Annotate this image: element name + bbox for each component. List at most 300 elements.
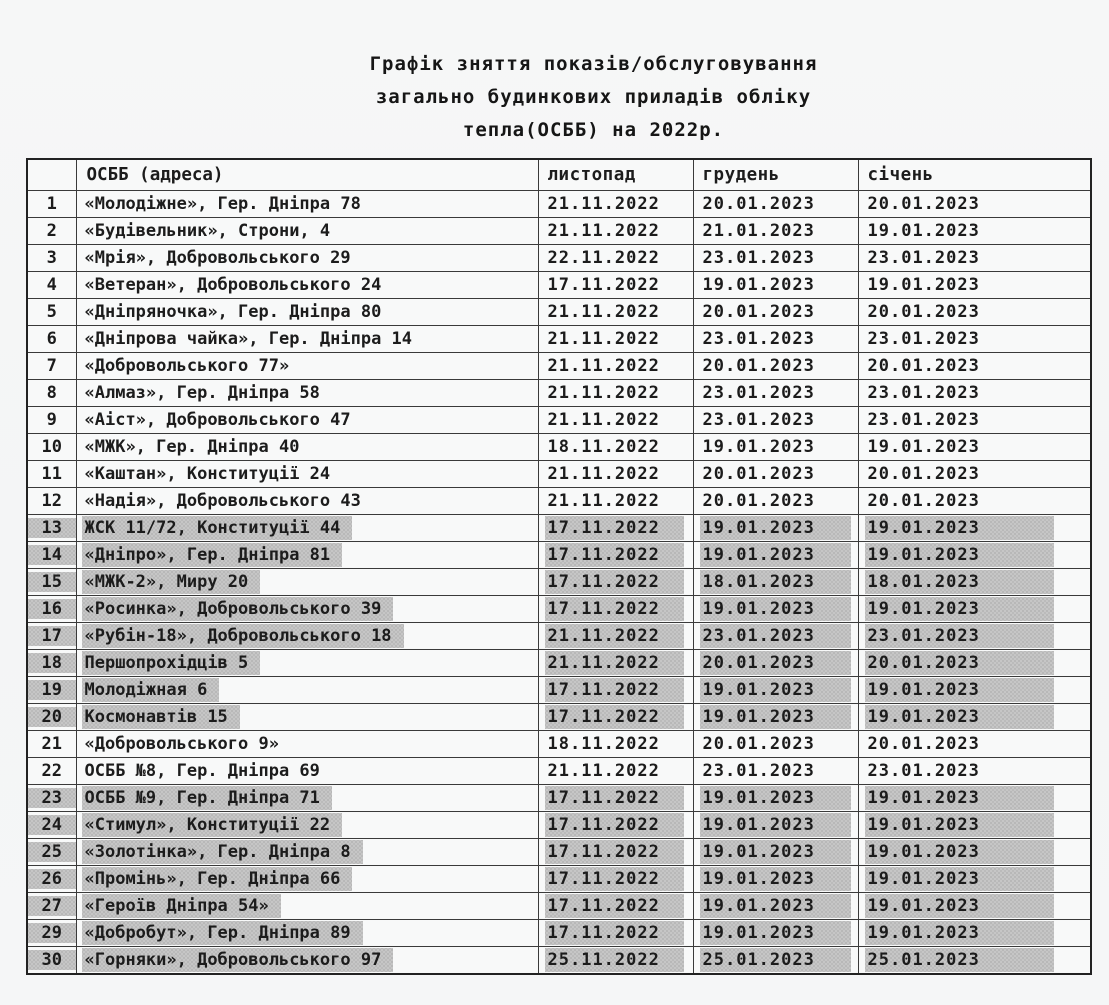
november-date-cell xyxy=(538,947,693,975)
december-date-cell xyxy=(693,461,858,488)
december-date: 19.01.2023 xyxy=(700,921,851,945)
row-number-cell xyxy=(27,677,76,704)
table-row xyxy=(27,893,1091,920)
november-date: 21.11.2022 xyxy=(547,221,660,241)
december-date: 23.01.2023 xyxy=(702,248,815,268)
november-date: 21.11.2022 xyxy=(547,302,660,322)
osbb-address: «Дніпро», Гер. Дніпра 81 xyxy=(82,543,343,567)
december-date: 20.01.2023 xyxy=(702,464,815,484)
row-number: 29 xyxy=(28,923,76,943)
december-date-cell xyxy=(693,731,858,758)
row-number: 30 xyxy=(28,950,76,970)
row-number: 24 xyxy=(28,815,76,835)
header-cell-january: січень xyxy=(858,159,1091,191)
november-date: 17.11.2022 xyxy=(545,570,684,594)
january-date-cell xyxy=(858,650,1091,677)
november-date-cell xyxy=(538,272,693,299)
november-date-cell xyxy=(538,488,693,515)
january-date: 19.01.2023 xyxy=(865,921,1054,945)
december-date: 20.01.2023 xyxy=(702,194,815,214)
row-number-cell xyxy=(27,839,76,866)
row-number-cell xyxy=(27,515,76,542)
row-number: 26 xyxy=(28,869,76,889)
december-date-cell xyxy=(693,272,858,299)
december-date-cell xyxy=(693,299,858,326)
osbb-address: ОСББ №9, Гер. Дніпра 71 xyxy=(82,786,332,810)
osbb-address: «Дніпрова чайка», Гер. Дніпра 14 xyxy=(84,329,413,349)
osbb-address: «Росинка», Добровольського 39 xyxy=(82,597,394,621)
november-date: 21.11.2022 xyxy=(547,356,660,376)
osbb-address: «Ветеран», Добровольського 24 xyxy=(84,275,382,295)
november-date-cell xyxy=(538,893,693,920)
osbb-address: «Аіст», Добровольського 47 xyxy=(84,410,351,430)
january-date-cell xyxy=(858,623,1091,650)
table-row xyxy=(27,191,1091,218)
december-date-cell xyxy=(693,245,858,272)
december-date-cell xyxy=(693,569,858,596)
table-row xyxy=(27,596,1091,623)
row-number-cell xyxy=(27,569,76,596)
row-number-cell xyxy=(27,434,76,461)
osbb-address-cell xyxy=(76,191,538,218)
december-date: 20.01.2023 xyxy=(702,491,815,511)
january-date-cell xyxy=(858,272,1091,299)
december-date: 18.01.2023 xyxy=(700,570,851,594)
november-date-cell xyxy=(538,758,693,785)
table-row xyxy=(27,407,1091,434)
table-row xyxy=(27,785,1091,812)
december-date-cell xyxy=(693,839,858,866)
osbb-address-cell xyxy=(76,704,538,731)
osbb-address: «Будівельник», Строни, 4 xyxy=(84,221,331,241)
november-date: 17.11.2022 xyxy=(545,516,684,540)
december-date: 19.01.2023 xyxy=(700,705,851,729)
table-row xyxy=(27,542,1091,569)
osbb-address-cell xyxy=(76,380,538,407)
osbb-address-cell xyxy=(76,407,538,434)
header-row xyxy=(27,159,1091,191)
document-title-line-3: тепла(ОСББ) на 2022р. xyxy=(462,119,725,141)
january-date-cell xyxy=(858,596,1091,623)
january-date-cell xyxy=(858,326,1091,353)
november-date: 21.11.2022 xyxy=(545,651,684,675)
december-date: 19.01.2023 xyxy=(700,678,851,702)
december-date: 19.01.2023 xyxy=(700,894,851,918)
november-date-cell xyxy=(538,677,693,704)
december-date-cell xyxy=(693,380,858,407)
row-number: 3 xyxy=(46,248,57,268)
osbb-address-cell xyxy=(76,272,538,299)
november-date-cell xyxy=(538,866,693,893)
december-date-cell xyxy=(693,947,858,975)
table-row xyxy=(27,677,1091,704)
osbb-address-cell xyxy=(76,866,538,893)
november-date-cell xyxy=(538,326,693,353)
january-date: 23.01.2023 xyxy=(867,248,980,268)
osbb-address: «Стимул», Конституції 22 xyxy=(82,813,343,837)
table-row xyxy=(27,569,1091,596)
january-date: 23.01.2023 xyxy=(867,383,980,403)
november-date: 21.11.2022 xyxy=(547,410,660,430)
january-date-cell xyxy=(858,893,1091,920)
december-date-cell xyxy=(693,920,858,947)
row-number-cell xyxy=(27,461,76,488)
header-cell-number xyxy=(27,159,76,191)
december-date-cell xyxy=(693,677,858,704)
osbb-address-cell xyxy=(76,299,538,326)
row-number-cell xyxy=(27,650,76,677)
january-date-cell xyxy=(858,839,1091,866)
document-title xyxy=(0,48,1109,147)
table-row xyxy=(27,272,1091,299)
january-date: 19.01.2023 xyxy=(867,437,980,457)
december-date: 19.01.2023 xyxy=(700,786,851,810)
january-date: 19.01.2023 xyxy=(865,516,1054,540)
january-date-cell xyxy=(858,218,1091,245)
row-number: 27 xyxy=(28,896,76,916)
osbb-address: ОСББ №8, Гер. Дніпра 69 xyxy=(84,761,320,781)
osbb-address: «МЖК-2», Миру 20 xyxy=(82,570,261,594)
november-date-cell xyxy=(538,650,693,677)
december-date: 19.01.2023 xyxy=(700,597,851,621)
november-date-cell xyxy=(538,218,693,245)
december-date: 19.01.2023 xyxy=(700,867,851,891)
row-number: 23 xyxy=(28,788,76,808)
osbb-address-cell xyxy=(76,488,538,515)
table-row xyxy=(27,218,1091,245)
table-row xyxy=(27,380,1091,407)
osbb-address-cell xyxy=(76,542,538,569)
schedule-table-header xyxy=(27,159,1091,191)
january-date: 19.01.2023 xyxy=(867,275,980,295)
row-number: 8 xyxy=(46,383,57,403)
january-date-cell xyxy=(858,542,1091,569)
january-date-cell xyxy=(858,515,1091,542)
december-date: 19.01.2023 xyxy=(702,437,815,457)
table-row xyxy=(27,920,1091,947)
january-date: 25.01.2023 xyxy=(865,948,1054,972)
january-date-cell xyxy=(858,434,1091,461)
row-number-cell xyxy=(27,380,76,407)
january-date-cell xyxy=(858,380,1091,407)
january-date: 23.01.2023 xyxy=(867,410,980,430)
january-date: 19.01.2023 xyxy=(865,867,1054,891)
row-number: 21 xyxy=(41,734,62,754)
january-date-cell xyxy=(858,245,1091,272)
osbb-address: «МЖК», Гер. Дніпра 40 xyxy=(84,437,300,457)
osbb-address-cell xyxy=(76,650,538,677)
december-date: 19.01.2023 xyxy=(700,813,851,837)
osbb-address: «Золотінка», Гер. Дніпра 8 xyxy=(82,840,363,864)
december-date: 23.01.2023 xyxy=(702,410,815,430)
november-date: 21.11.2022 xyxy=(545,624,684,648)
row-number-cell xyxy=(27,407,76,434)
january-date-cell xyxy=(858,866,1091,893)
november-date: 21.11.2022 xyxy=(547,491,660,511)
january-date: 19.01.2023 xyxy=(865,894,1054,918)
table-row xyxy=(27,299,1091,326)
header-cell-november: листопад xyxy=(538,159,693,191)
november-date-cell xyxy=(538,785,693,812)
december-date: 20.01.2023 xyxy=(700,651,851,675)
january-date-cell xyxy=(858,407,1091,434)
table-row xyxy=(27,353,1091,380)
january-date: 19.01.2023 xyxy=(865,597,1054,621)
table-row xyxy=(27,650,1091,677)
december-date: 20.01.2023 xyxy=(702,734,815,754)
january-date-cell xyxy=(858,785,1091,812)
row-number-cell xyxy=(27,488,76,515)
row-number-cell xyxy=(27,920,76,947)
january-date: 19.01.2023 xyxy=(865,813,1054,837)
osbb-address: «Добровольського 77» xyxy=(84,356,290,376)
january-date: 20.01.2023 xyxy=(867,302,980,322)
row-number: 6 xyxy=(46,329,57,349)
january-date: 19.01.2023 xyxy=(865,678,1054,702)
november-date: 22.11.2022 xyxy=(547,248,660,268)
january-date: 20.01.2023 xyxy=(867,194,980,214)
november-date: 21.11.2022 xyxy=(547,329,660,349)
november-date-cell xyxy=(538,353,693,380)
table-row xyxy=(27,731,1091,758)
osbb-address-cell xyxy=(76,677,538,704)
table-row xyxy=(27,326,1091,353)
row-number: 1 xyxy=(46,194,57,214)
december-date-cell xyxy=(693,596,858,623)
january-date-cell xyxy=(858,191,1091,218)
osbb-address: «Добровольського 9» xyxy=(84,734,279,754)
table-row xyxy=(27,812,1091,839)
osbb-address: «Дніпряночка», Гер. Дніпра 80 xyxy=(84,302,382,322)
osbb-address-cell xyxy=(76,623,538,650)
row-number: 7 xyxy=(46,356,57,376)
osbb-address: «Добробут», Гер. Дніпра 89 xyxy=(82,921,363,945)
january-date: 20.01.2023 xyxy=(867,464,980,484)
row-number-cell xyxy=(27,218,76,245)
osbb-address: «Каштан», Конституції 24 xyxy=(84,464,331,484)
osbb-address-cell xyxy=(76,731,538,758)
row-number: 13 xyxy=(28,518,76,538)
row-number: 4 xyxy=(46,275,57,295)
november-date-cell xyxy=(538,569,693,596)
osbb-address: «Горняки», Добровольського 97 xyxy=(82,948,394,972)
january-date: 20.01.2023 xyxy=(867,491,980,511)
december-date-cell xyxy=(693,515,858,542)
january-date-cell xyxy=(858,488,1091,515)
osbb-address-cell xyxy=(76,461,538,488)
december-date-cell xyxy=(693,704,858,731)
table-row xyxy=(27,839,1091,866)
november-date-cell xyxy=(538,245,693,272)
row-number-cell xyxy=(27,272,76,299)
osbb-address-cell xyxy=(76,596,538,623)
row-number-cell xyxy=(27,299,76,326)
november-date-cell xyxy=(538,920,693,947)
december-date-cell xyxy=(693,218,858,245)
december-date-cell xyxy=(693,488,858,515)
row-number: 12 xyxy=(41,491,62,511)
november-date-cell xyxy=(538,299,693,326)
january-date-cell xyxy=(858,731,1091,758)
table-row xyxy=(27,947,1091,975)
december-date-cell xyxy=(693,893,858,920)
december-date: 21.01.2023 xyxy=(702,221,815,241)
osbb-address-cell xyxy=(76,758,538,785)
november-date: 18.11.2022 xyxy=(547,734,660,754)
january-date-cell xyxy=(858,704,1091,731)
row-number-cell xyxy=(27,353,76,380)
january-date: 23.01.2023 xyxy=(865,624,1054,648)
january-date: 20.01.2023 xyxy=(867,356,980,376)
december-date: 23.01.2023 xyxy=(702,761,815,781)
november-date: 17.11.2022 xyxy=(545,543,684,567)
schedule-table xyxy=(26,158,1092,975)
header-cell-december: грудень xyxy=(693,159,858,191)
december-date-cell xyxy=(693,866,858,893)
november-date-cell xyxy=(538,434,693,461)
row-number-cell xyxy=(27,812,76,839)
row-number: 11 xyxy=(41,464,62,484)
row-number-cell xyxy=(27,245,76,272)
january-date: 20.01.2023 xyxy=(865,651,1054,675)
table-row xyxy=(27,515,1091,542)
november-date: 17.11.2022 xyxy=(545,705,684,729)
november-date: 21.11.2022 xyxy=(547,194,660,214)
row-number: 9 xyxy=(46,410,57,430)
january-date: 19.01.2023 xyxy=(865,840,1054,864)
november-date: 18.11.2022 xyxy=(547,437,660,457)
osbb-address: «Героїв Дніпра 54» xyxy=(82,894,281,918)
table-row xyxy=(27,488,1091,515)
row-number: 22 xyxy=(41,761,62,781)
november-date-cell xyxy=(538,461,693,488)
november-date-cell xyxy=(538,812,693,839)
november-date: 17.11.2022 xyxy=(545,597,684,621)
december-date: 19.01.2023 xyxy=(700,543,851,567)
osbb-address: «Мрія», Добровольського 29 xyxy=(84,248,351,268)
december-date-cell xyxy=(693,650,858,677)
row-number-cell xyxy=(27,542,76,569)
osbb-address-cell xyxy=(76,839,538,866)
row-number: 5 xyxy=(46,302,57,322)
row-number-cell xyxy=(27,596,76,623)
january-date-cell xyxy=(858,299,1091,326)
table-row xyxy=(27,245,1091,272)
december-date: 20.01.2023 xyxy=(702,356,815,376)
row-number: 16 xyxy=(28,599,76,619)
november-date: 21.11.2022 xyxy=(547,464,660,484)
osbb-address: Молодіжная 6 xyxy=(82,678,220,702)
november-date-cell xyxy=(538,191,693,218)
november-date: 17.11.2022 xyxy=(545,921,684,945)
row-number: 19 xyxy=(28,680,76,700)
row-number-cell xyxy=(27,758,76,785)
january-date: 18.01.2023 xyxy=(865,570,1054,594)
row-number-cell xyxy=(27,785,76,812)
november-date: 17.11.2022 xyxy=(545,678,684,702)
december-date-cell xyxy=(693,191,858,218)
row-number: 17 xyxy=(28,626,76,646)
osbb-address-cell xyxy=(76,434,538,461)
row-number: 18 xyxy=(28,653,76,673)
december-date-cell xyxy=(693,542,858,569)
december-date: 19.01.2023 xyxy=(702,275,815,295)
november-date-cell xyxy=(538,839,693,866)
november-date-cell xyxy=(538,731,693,758)
november-date-cell xyxy=(538,515,693,542)
osbb-address: ЖСК 11/72, Конституції 44 xyxy=(82,516,353,540)
row-number: 2 xyxy=(46,221,57,241)
row-number: 14 xyxy=(28,545,76,565)
december-date: 19.01.2023 xyxy=(700,516,851,540)
osbb-address-cell xyxy=(76,326,538,353)
osbb-address-cell xyxy=(76,218,538,245)
january-date: 19.01.2023 xyxy=(865,705,1054,729)
november-date: 17.11.2022 xyxy=(545,894,684,918)
row-number: 20 xyxy=(28,707,76,727)
osbb-address: «Алмаз», Гер. Дніпра 58 xyxy=(84,383,320,403)
table-row xyxy=(27,866,1091,893)
november-date: 17.11.2022 xyxy=(545,813,684,837)
january-date: 23.01.2023 xyxy=(867,761,980,781)
december-date: 25.01.2023 xyxy=(700,948,851,972)
december-date: 20.01.2023 xyxy=(702,302,815,322)
december-date: 23.01.2023 xyxy=(700,624,851,648)
osbb-address: Космонавтів 15 xyxy=(82,705,240,729)
osbb-address: «Промінь», Гер. Дніпра 66 xyxy=(82,867,353,891)
row-number-cell xyxy=(27,326,76,353)
osbb-address-cell xyxy=(76,947,538,975)
osbb-address-cell xyxy=(76,245,538,272)
january-date-cell xyxy=(858,461,1091,488)
osbb-address: «Надія», Добровольського 43 xyxy=(84,491,361,511)
december-date: 19.01.2023 xyxy=(700,840,851,864)
osbb-address: Першопрохідців 5 xyxy=(82,651,261,675)
table-row xyxy=(27,704,1091,731)
osbb-address-cell xyxy=(76,353,538,380)
row-number-cell xyxy=(27,893,76,920)
january-date: 19.01.2023 xyxy=(865,543,1054,567)
osbb-address-cell xyxy=(76,920,538,947)
document-title-line-1: Графік зняття показів/обслуговування xyxy=(369,53,818,75)
november-date: 21.11.2022 xyxy=(547,383,660,403)
december-date-cell xyxy=(693,326,858,353)
header-cell-address: ОСББ (адреса) xyxy=(76,159,538,191)
row-number-cell xyxy=(27,947,76,975)
december-date-cell xyxy=(693,407,858,434)
december-date: 23.01.2023 xyxy=(702,329,815,349)
osbb-address-cell xyxy=(76,785,538,812)
january-date-cell xyxy=(858,920,1091,947)
row-number-cell xyxy=(27,866,76,893)
osbb-address-cell xyxy=(76,893,538,920)
november-date: 25.11.2022 xyxy=(545,948,684,972)
january-date-cell xyxy=(858,947,1091,975)
schedule-table-body xyxy=(27,191,1091,975)
november-date-cell xyxy=(538,542,693,569)
table-row xyxy=(27,758,1091,785)
january-date: 19.01.2023 xyxy=(865,786,1054,810)
row-number: 15 xyxy=(28,572,76,592)
november-date: 17.11.2022 xyxy=(545,786,684,810)
document-title-line-2: загально будинкових приладів обліку xyxy=(375,86,812,108)
november-date: 17.11.2022 xyxy=(547,275,660,295)
november-date-cell xyxy=(538,623,693,650)
december-date-cell xyxy=(693,434,858,461)
november-date-cell xyxy=(538,407,693,434)
row-number: 25 xyxy=(28,842,76,862)
december-date-cell xyxy=(693,785,858,812)
